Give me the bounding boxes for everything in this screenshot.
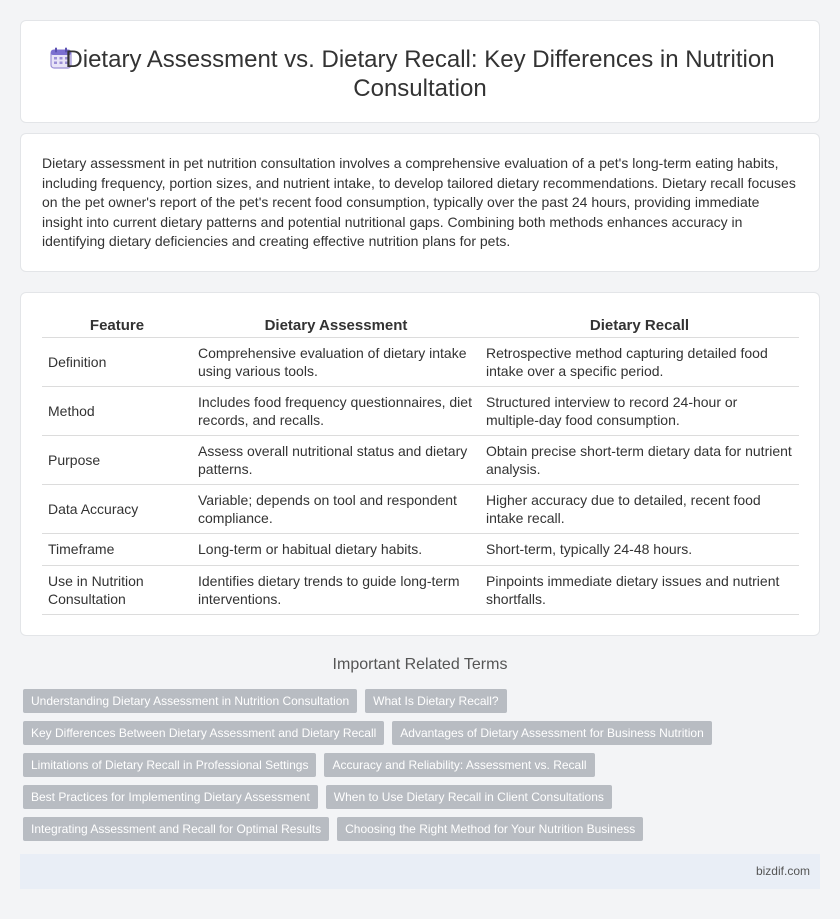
row-recall: Short-term, typically 24-48 hours. — [480, 533, 799, 565]
table-header-row — [42, 315, 799, 337]
header-dietary-assessment: Dietary Assessment — [192, 315, 480, 337]
related-term-link[interactable]: Choosing the Right Method for Your Nutrition Business — [337, 817, 643, 841]
related-term-link[interactable]: Key Differences Between Dietary Assessment and Dietary Recall — [23, 721, 384, 745]
related-term-link[interactable]: Best Practices for Implementing Dietary Assessment — [23, 785, 318, 809]
row-feature: Definition — [42, 337, 192, 386]
row-recall: Higher accuracy due to detailed, recent food intake recall. — [480, 484, 799, 533]
header-feature: Feature — [42, 315, 192, 337]
row-assessment: Includes food frequency questionnaires, diet records, and recalls. — [192, 386, 480, 435]
footer — [20, 854, 820, 889]
related-term-link[interactable]: What Is Dietary Recall? — [365, 689, 506, 713]
related-term-link[interactable]: Advantages of Dietary Assessment for Business Nutrition — [392, 721, 711, 745]
row-assessment: Long-term or habitual dietary habits. — [192, 533, 480, 565]
tag-row — [23, 689, 823, 713]
row-recall: Pinpoints immediate dietary issues and nutrient shortfalls. — [480, 565, 799, 614]
row-recall: Obtain precise short-term dietary data for nutrient analysis. — [480, 435, 799, 484]
comparison-table — [42, 315, 799, 615]
row-assessment: Assess overall nutritional status and dietary patterns. — [192, 435, 480, 484]
comparison-card — [20, 292, 820, 636]
related-term-link[interactable]: Understanding Dietary Assessment in Nutrition Consultation — [23, 689, 357, 713]
footer-site-link[interactable]: bizdif.com — [755, 864, 810, 878]
row-assessment: Identifies dietary trends to guide long-term interventions. — [192, 565, 480, 614]
intro-card — [20, 133, 820, 272]
row-assessment: Comprehensive evaluation of dietary intake using various tools. — [192, 337, 480, 386]
tag-row — [23, 817, 823, 841]
related-terms-list — [23, 689, 823, 849]
related-term-link[interactable]: When to Use Dietary Recall in Client Consultations — [326, 785, 612, 809]
table-row — [42, 337, 799, 386]
tag-row — [23, 721, 823, 745]
row-feature: Timeframe — [42, 533, 192, 565]
row-assessment: Variable; depends on tool and respondent compliance. — [192, 484, 480, 533]
row-feature: Method — [42, 386, 192, 435]
related-terms-title: Important Related Terms — [332, 656, 508, 673]
header-dietary-recall: Dietary Recall — [480, 315, 799, 337]
related-term-link[interactable]: Limitations of Dietary Recall in Professional Settings — [23, 753, 316, 777]
row-recall: Structured interview to record 24-hour or multiple-day food consumption. — [480, 386, 799, 435]
page-title: Dietary Assessment vs. Dietary Recall: Key Differences in Nutrition Consultation — [65, 46, 775, 102]
row-recall: Retrospective method capturing detailed food intake over a specific period. — [480, 337, 799, 386]
table-row — [42, 386, 799, 435]
table-row — [42, 484, 799, 533]
row-feature: Purpose — [42, 435, 192, 484]
table-row — [42, 533, 799, 565]
table-row — [42, 565, 799, 614]
header-card — [20, 20, 820, 123]
table-row — [42, 435, 799, 484]
related-term-link[interactable]: Accuracy and Reliability: Assessment vs. Recall — [324, 753, 594, 777]
tag-row — [23, 753, 823, 777]
intro-paragraph: Dietary assessment in pet nutrition consultation involves a comprehensive evaluation of a pet's long-term eating habits, including frequency, portion sizes, and nutrient intake, to develop tailored dietary recommendations. Dietary recall focuses on the pet owner's report of the pet's recent food consumption, typically over the past 24 hours, providing immediate insight into current dietary patterns and potential nutritional gaps. Combining both methods enhances accuracy in identifying dietary deficiencies and creating effective nutrition plans for pets. — [42, 155, 796, 250]
related-term-link[interactable]: Integrating Assessment and Recall for Optimal Results — [23, 817, 329, 841]
row-feature: Use in Nutrition Consultation — [42, 565, 192, 614]
row-feature: Data Accuracy — [42, 484, 192, 533]
tag-row — [23, 785, 823, 809]
